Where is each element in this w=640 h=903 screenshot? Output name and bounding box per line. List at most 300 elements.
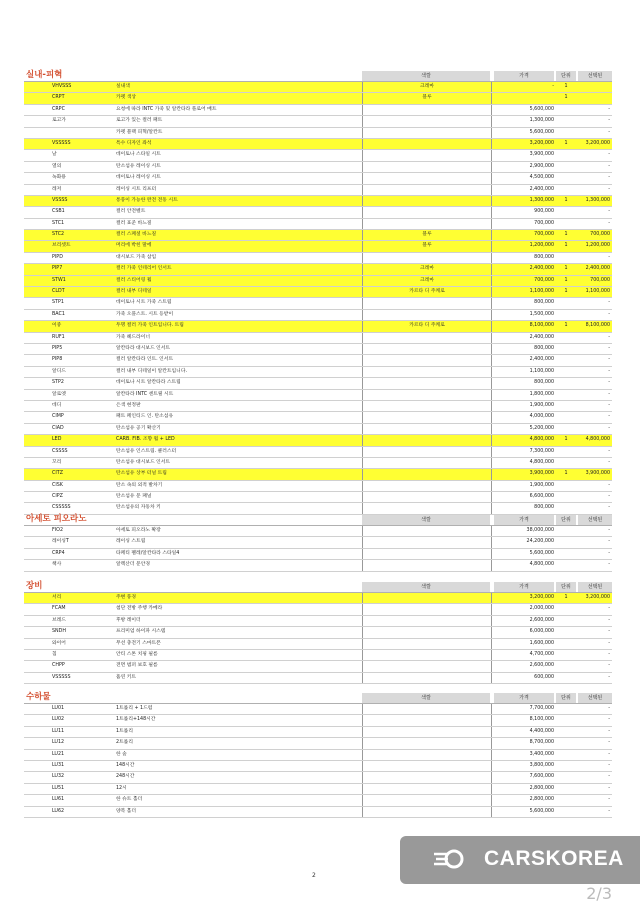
option-selected-price: - [608,129,610,135]
option-description: 가죽 오플스트. 시트 등받이 [116,311,174,317]
option-description: 첨단 전방 주행 카메라 [116,606,163,612]
header-selected: 선택된 [578,515,612,525]
table-row [24,333,612,344]
option-price: 4,800,000 [529,437,554,443]
option-description: 알렉산더 문안경 [116,562,150,568]
option-code: LU62 [52,808,65,814]
option-selected-price: - [608,562,610,568]
option-description: 레이싱 스트립 [116,539,146,545]
option-code: 열의 [52,163,62,169]
option-code: 녹화용 [52,175,66,181]
option-selected-price [564,82,610,92]
option-selected-price: - [608,762,610,768]
table-row [24,750,612,761]
option-color: 크레마 [362,276,492,286]
table-row [24,503,612,514]
section-title: 아세토 피오라노 [26,514,87,524]
table-row [24,150,612,161]
option-code: VSSSSS [52,140,71,146]
option-selected-price: - [608,550,610,556]
table-row [24,704,612,715]
header-unit: 단위 [556,71,576,81]
option-price: 1,100,000 [529,289,554,295]
option-code: LU12 [52,740,65,746]
table-row [24,469,612,480]
option-description: 1트롤리 [116,728,133,734]
option-selected-price: - [608,505,610,511]
table-row [24,344,612,355]
option-price: 8,100,000 [529,323,554,329]
option-selected-price: 3,900,000 [585,471,610,477]
section-title: 수하물 [26,692,51,702]
option-code: 와이어 [52,640,66,646]
option-price: 1,500,000 [529,311,554,317]
option-price: 8,700,000 [529,740,554,746]
option-price: 6,000,000 [529,629,554,635]
table-row [24,105,612,116]
option-price: 800,000 [534,380,554,386]
option-description: 흡연 키트 [116,674,137,680]
option-description: 양복 홀더 [116,808,137,814]
option-color: 카르타 디 주케로 [362,321,492,331]
option-price: 3,400,000 [529,751,554,757]
option-selected-price: - [608,311,610,317]
option-selected-price: - [608,380,610,386]
table-row [24,593,612,604]
option-selected-price: - [608,334,610,340]
option-code: CHPP [52,663,65,669]
table-row [24,310,612,321]
option-price: 5,200,000 [529,425,554,431]
table-row [24,196,612,207]
option-code: VSSSSS [52,674,71,680]
option-unit: 1 [564,323,568,329]
option-description: 한 슈트 홀더 [116,797,143,803]
option-price: 7,300,000 [529,448,554,454]
option-code: CRPT [52,95,65,101]
option-selected-price: - [608,740,610,746]
option-code: STC1 [52,220,65,226]
option-price: 800,000 [534,345,554,351]
option-selected-price: - [608,106,610,112]
page-number: 2 [312,872,316,879]
option-description: 아세토 피오라노 확장 [116,528,161,533]
option-unit: 1 [564,140,568,146]
option-description: 레이싱 시트 리프터 [116,186,157,192]
option-price: 24,200,000 [526,539,554,545]
table-row [24,93,612,104]
table-row [24,321,612,332]
header-color: 색깔 [362,71,490,81]
table-row [24,378,612,389]
option-description: CARB. FIB. 조향 휠 + LED [116,437,175,443]
option-color: 카르타 디 주케로 [362,287,492,297]
option-code: STW1 [52,277,66,283]
option-code: SNDH [52,629,66,635]
option-description: 한 숲 [116,751,127,757]
option-color: 크레마 [362,264,492,274]
option-price: 700,000 [534,232,554,238]
table-row [24,207,612,218]
option-code: 브리셋트 [52,243,71,249]
table-row [24,560,612,571]
option-selected-price: - [608,448,610,454]
table-row [24,412,612,423]
option-description: 탄소 속의 외적 발차기 [116,482,163,488]
option-selected-price: - [608,209,610,215]
option-code: CITZ [52,471,63,477]
option-description: 탄소섬유의 자동차 키 [116,505,161,511]
option-code: CIPZ [52,494,63,500]
option-price: 5,600,000 [529,129,554,135]
option-description: 안티 스톤 치핑 필름 [116,651,158,657]
header-color: 색깔 [362,693,490,703]
option-description: 컬러 가죽 인테리어 인서트 [116,266,172,272]
table-row [24,162,612,173]
header-unit: 단위 [556,693,576,703]
option-selected-price: - [608,175,610,181]
option-selected-price: - [608,617,610,623]
option-color: 블루 [362,241,492,251]
option-price: 1,600,000 [529,640,554,646]
option-selected-price: - [608,220,610,226]
option-description: 로고가 있는 컬러 패트 [116,118,163,124]
option-description: 두명 컬러 가죽 인트입니다. 트림 [116,323,184,329]
option-code: CSSSSS [52,505,71,511]
option-code: LU61 [52,797,65,803]
option-price: 700,000 [534,277,554,283]
table-row [24,185,612,196]
option-code: BAC1 [52,311,65,317]
table-row [24,219,612,230]
option-selected-price: - [608,774,610,780]
table-row [24,435,612,446]
header-price: 가격 [494,693,554,703]
option-unit: 1 [564,266,568,272]
option-code [26,128,114,138]
option-code: LU01 [52,706,65,711]
option-price: 700,000 [534,220,554,226]
option-price: 6,600,000 [529,494,554,500]
option-description: 특수 디자인 좌석 [116,140,152,146]
option-selected-price: - [608,402,610,408]
table-row [24,367,612,378]
option-price: 38,000,000 [526,528,554,533]
option-unit: 1 [564,437,568,443]
option-price: 1,100,000 [529,368,554,374]
option-selected-price [564,93,610,103]
option-description: 컬러 스페셜 바느질 [116,232,157,238]
section-title: 실내-피혁 [26,70,63,80]
table-row [24,116,612,127]
table-row [24,807,612,818]
option-selected-price: 1,200,000 [585,243,610,249]
option-price: 2,900,000 [529,163,554,169]
option-selected-price: - [608,706,610,711]
option-code: LED [52,437,62,443]
option-description: 2트롤리 [116,740,133,746]
option-description: 탄소섬유 상부 터널 트림 [116,471,167,477]
option-description: 무선 충전기 스마트폰 [116,640,161,646]
option-selected-price: - [608,629,610,635]
option-selected-price: - [608,345,610,351]
option-description: 데이토나 레이싱 시트 [116,175,161,181]
table-row [24,139,612,150]
header-price: 가격 [494,582,554,592]
table-row [24,447,612,458]
option-description: 전면 범퍼 보호 필름 [116,663,158,669]
option-price: 2,000,000 [529,606,554,612]
option-selected-price: - [608,797,610,803]
option-code: LU31 [52,762,65,768]
option-code: CSSSS [52,448,68,454]
option-price: 3,200,000 [529,595,554,600]
option-unit: 1 [564,595,568,600]
option-price: 2,600,000 [529,663,554,669]
option-description: 탄소섬유 대시보드 인서트 [116,459,171,465]
table-row [24,616,612,627]
option-code: PIP8 [52,357,63,363]
carskorea-logo-icon [434,848,464,870]
table-row [24,128,612,139]
table-row [24,253,612,264]
table-row [24,458,612,469]
table-row [24,627,612,638]
table-row [24,424,612,435]
table-row [24,673,612,684]
option-selected-price: - [608,717,610,723]
header-unit: 단위 [556,515,576,525]
option-code: 로고가 [52,118,66,124]
option-selected-price: 3,200,000 [585,595,610,600]
option-selected-price: 2,400,000 [585,266,610,272]
option-description: 타페티 펠레/알칸타라 스타일4 [116,550,180,556]
option-selected-price: 8,100,000 [585,323,610,329]
option-price: 3,800,000 [529,762,554,768]
option-price: - [552,84,554,89]
option-selected-price: 4,800,000 [585,437,610,443]
option-description: 주변 풍경 [116,595,137,600]
table-row [24,355,612,366]
option-price: 1,800,000 [529,391,554,397]
option-code: 꼬리 [52,459,62,465]
option-description: 프리미엄 하이파 시스템 [116,629,166,635]
option-code: PIP5 [52,345,63,351]
option-price: 800,000 [534,254,554,260]
section-header [24,582,612,593]
table-row [24,241,612,252]
section [24,71,612,515]
page-counter: 2/3 [586,884,612,903]
option-code: 레이싱T [52,539,69,545]
option-code: 레저 [52,186,62,192]
option-description: 248시간 [116,774,135,780]
option-price: 4,800,000 [529,459,554,465]
header-selected: 선택된 [578,582,612,592]
option-selected-price: - [608,186,610,192]
option-selected-price: - [608,674,610,680]
table-row [24,761,612,772]
table-row [24,650,612,661]
table-row [24,738,612,749]
option-selected-price: 1,300,000 [585,197,610,203]
header-unit: 단위 [556,582,576,592]
option-code: LU21 [52,751,65,757]
option-code: LU32 [52,774,65,780]
header-price: 가격 [494,515,554,525]
option-code: 날 [52,152,57,158]
table-row [24,537,612,548]
section-header [24,693,612,704]
option-code: 칩 [52,651,57,657]
option-unit: 1 [564,277,568,283]
option-price: 3,900,000 [529,152,554,158]
option-selected-price: 700,000 [590,232,610,238]
option-code: CIAD [52,425,64,431]
option-price: 2,400,000 [529,357,554,363]
option-selected-price: 3,200,000 [585,140,610,146]
header-price: 가격 [494,71,554,81]
option-price: 4,000,000 [529,414,554,420]
option-code: RUF1 [52,334,65,340]
option-description: 은색 현정판 [116,402,141,408]
section-header [24,515,612,526]
option-unit: 1 [564,232,568,238]
option-selected-price: - [608,368,610,374]
option-description: 1트롤리+148시간 [116,717,156,723]
table-row [24,639,612,650]
option-selected-price: - [608,539,610,545]
option-description: 카펫 색상 [116,95,137,101]
option-code: STP1 [52,300,64,306]
option-code: 알로엣 [52,391,66,397]
section-header [24,71,612,82]
header-color: 색깔 [362,582,490,592]
option-code: LU51 [52,785,65,791]
header-selected: 선택된 [578,71,612,81]
table-row [24,772,612,783]
option-price [472,93,554,103]
option-selected-price: - [608,808,610,814]
option-code: CSB1 [52,209,65,215]
table-row [24,549,612,560]
option-color: 크레마 [362,82,492,92]
option-description: 데이토나 스타일 시트 [116,152,161,158]
option-code: PIP7 [52,266,63,272]
option-description: 패트 페인티드 인. 탄소섬유 [116,414,174,420]
option-description: 컬러 스티어링 휠 [116,277,152,283]
option-selected-price: - [608,751,610,757]
option-selected-price: - [608,528,610,533]
option-price: 800,000 [534,300,554,306]
option-description: 탄소섬유 문 패널 [116,494,152,500]
option-code: CISK [52,482,63,488]
table-row [24,661,612,672]
option-selected-price: - [608,606,610,612]
option-description: 통풍이 가능한 완전 전동 시트 [116,197,178,203]
option-price: 1,300,000 [529,118,554,124]
option-unit: 1 [564,84,568,89]
option-price: 1,300,000 [529,197,554,203]
option-price: 900,000 [534,209,554,215]
option-code: LU02 [52,717,65,723]
header-color: 색깔 [362,515,490,525]
option-price: 4,800,000 [529,562,554,568]
option-selected-price: - [608,482,610,488]
option-code: 서리 [52,595,62,600]
option-price: 2,800,000 [529,785,554,791]
option-unit: 1 [564,289,568,295]
option-code: VSSSS [52,197,68,203]
option-description: 머리에 박힌 말에 [116,243,152,249]
section [24,582,612,684]
table-row [24,287,612,298]
option-code: STC2 [52,232,65,238]
table-row [24,492,612,503]
table-row [24,715,612,726]
option-selected-price: - [608,640,610,646]
table-row [24,784,612,795]
option-selected-price: - [608,651,610,657]
option-price: 4,700,000 [529,651,554,657]
option-description: 컬러 알칸타라 인트. 인서트 [116,357,174,363]
option-selected-price: - [608,494,610,500]
option-description: 탄소섬유 공기 확산기 [116,425,161,431]
option-code: FIO2 [52,528,64,533]
option-selected-price: - [608,728,610,734]
option-selected-price: - [608,300,610,306]
option-code: 데디 [52,402,62,408]
option-price: 3,200,000 [529,140,554,146]
option-code: VHVSSS [52,84,72,89]
option-price: 1,900,000 [529,402,554,408]
option-price: 2,600,000 [529,617,554,623]
option-description: 데이토나 시트 가죽 스트립 [116,300,172,306]
option-description: 알칸타라 대시보드 인서트 [116,345,171,351]
option-price: 8,100,000 [529,717,554,723]
carskorea-watermark [400,836,640,884]
option-price: 2,400,000 [529,186,554,192]
option-price: 7,700,000 [529,706,554,711]
option-description: 대시보드 가죽 삽입 [116,254,157,260]
option-selected-price: - [608,459,610,465]
option-selected-price: - [608,391,610,397]
option-color: 블루 [362,230,492,240]
table-row [24,390,612,401]
table-row [24,795,612,806]
option-description: 컬러 내부 디테일 [116,289,152,295]
option-price: 2,400,000 [529,334,554,340]
option-description: 가죽 헤드라이너 [116,334,150,340]
option-price: 2,800,000 [529,797,554,803]
option-unit: 1 [564,471,568,477]
option-code: 이중 [52,323,62,329]
table-row [24,727,612,738]
table-row [24,481,612,492]
option-description: 요청에 따라 INTC 가죽 및 알칸타라 플로어 매트 [116,106,217,112]
option-price: 800,000 [534,505,554,511]
option-price: 600,000 [534,674,554,680]
option-selected-price: - [608,357,610,363]
option-selected-price: - [608,118,610,124]
option-description: 컬러 안전벨트 [116,209,146,215]
option-selected-price: - [608,414,610,420]
header-selected: 선택된 [578,693,612,703]
table-row [24,298,612,309]
option-selected-price: - [608,254,610,260]
option-description: 후방 레이더 [116,617,141,623]
option-code: CIMP [52,414,64,420]
